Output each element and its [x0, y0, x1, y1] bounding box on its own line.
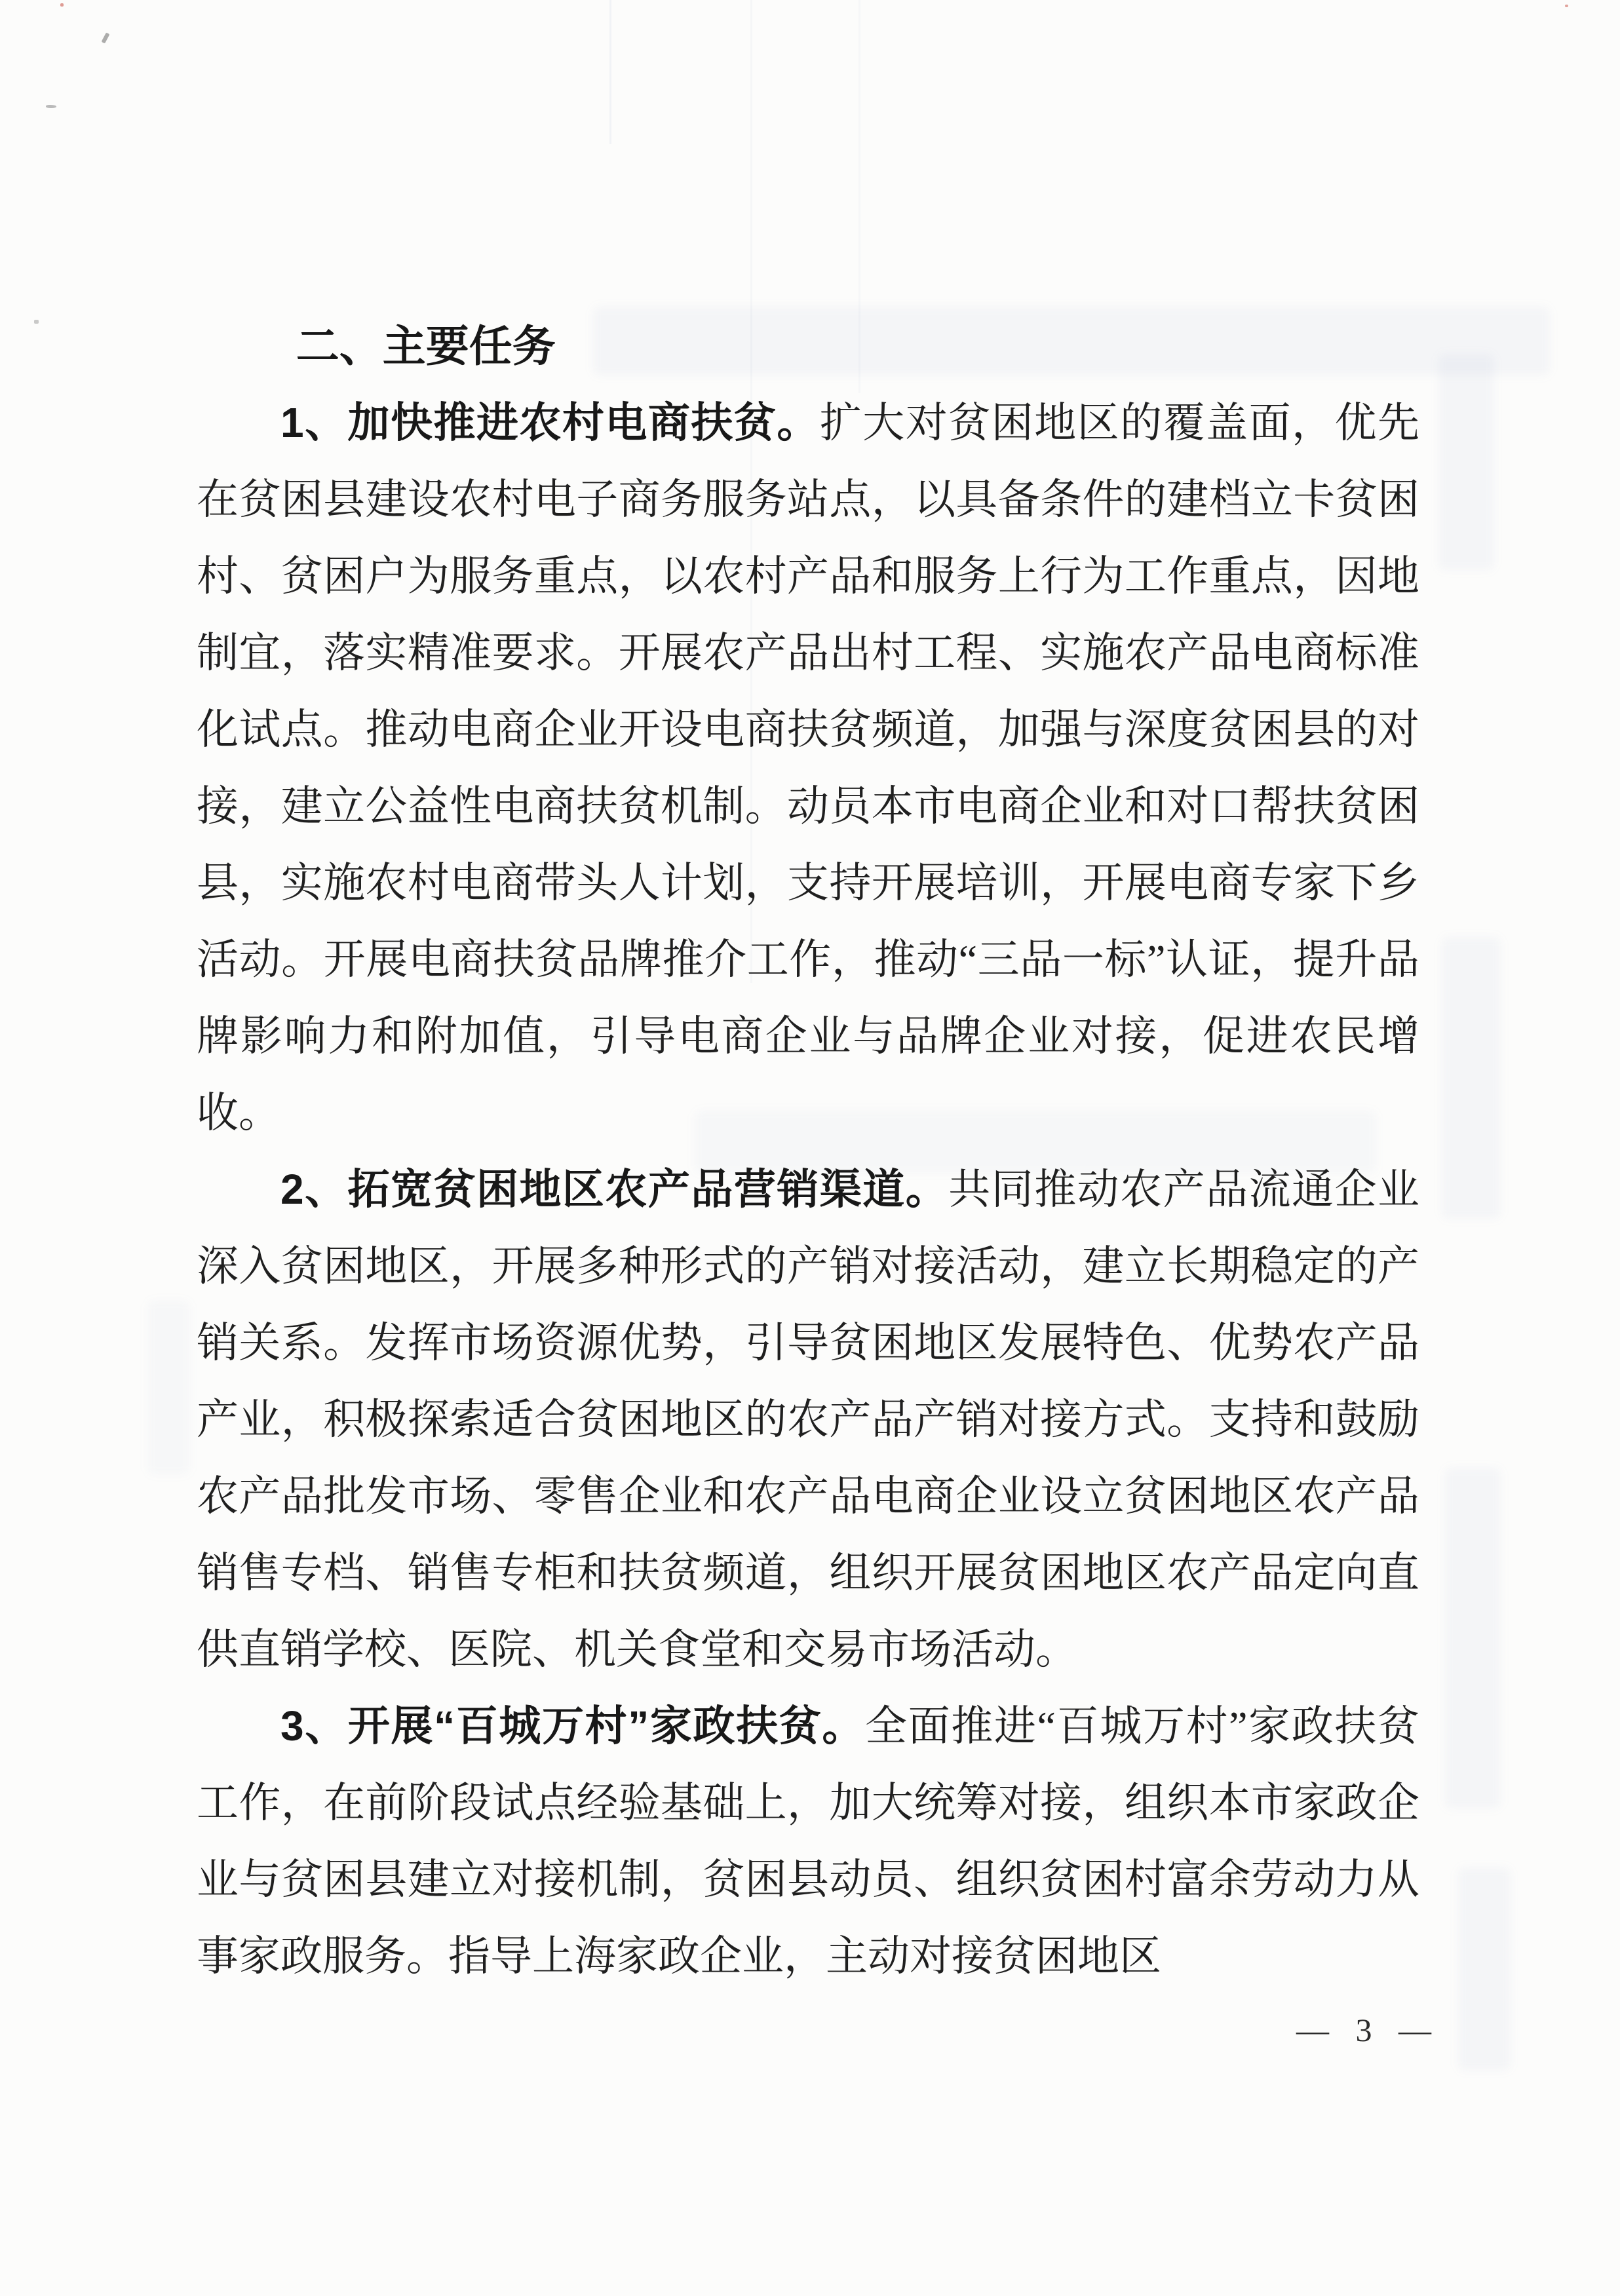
paragraph-1 — [197, 385, 1419, 1151]
paragraph-3-lead: 3、开展“百城万村”家政扶贫。 — [280, 1702, 866, 1750]
paragraph-3 — [197, 1688, 1419, 1995]
paragraph-2-text: 共同推动农产品流通企业深入贫困地区，开展多种形式的产销对接活动，建立长期稳定的产销关系。发挥市场资源优势，引导贫困地区发展特色、优势农产品产业，积极探索适合贫困地区的农产品产销对接方式。支持和鼓励农产品批发市场、零售企业和农产品电商企业设立贫困地区农产品销售专档、销售专柜和扶贫频道，组织开展贫困地区农产品定向直供直销学校、医院、机关食堂和交易市场活动。 — [197, 1166, 1420, 1673]
ink-bleed-artifact — [1442, 937, 1501, 1219]
scan-speck — [1565, 5, 1568, 7]
ink-bleed-artifact — [1458, 1867, 1511, 2071]
page-number: — 3 — — [1296, 2012, 1440, 2048]
ink-bleed-artifact — [147, 1301, 190, 1474]
document-body — [197, 308, 1419, 1995]
scan-streak — [609, 0, 611, 144]
scan-speck — [60, 3, 64, 7]
paragraph-2-lead: 2、拓宽贫困地区农产品营销渠道。 — [280, 1166, 949, 1213]
section-heading: 二、主要任务 — [296, 322, 556, 370]
scan-speck — [46, 105, 56, 108]
paragraph-1-text: 扩大对贫困地区的覆盖面，优先在贫困县建设农村电子商务服务站点，以具备条件的建档立卡贫困村、贫困户为服务重点，以农村产品和服务上行为工作重点，因地制宜，落实精准要求。开展农产品出村工程、实施农产品电商标准化试点。推动电商企业开设电商扶贫频道，加强与深度贫困县的对接，建立公益性电商扶贫机制。动员本市电商企业和对口帮扶贫困县，实施农村电商带头人计划，支持开展培训，开展电商专家下乡活动。开展电商扶贫品牌推介工作，推动“三品一标”认证，提升品牌影响力和附加值，引导电商企业与品牌企业对接，促进农民增收。 — [197, 400, 1419, 1136]
ink-bleed-artifact — [1445, 1468, 1501, 1808]
paragraph-3-text: 全面推进“百城万村”家政扶贫工作，在前阶段试点经验基础上，加大统筹对接，组织本市家政企业与贫困县建立对接机制，贫困县动员、组织贫困村富余劳动力从事家政服务。指导上海家政企业，主动对接贫困地区 — [197, 1703, 1420, 1980]
ink-bleed-artifact — [1438, 354, 1494, 570]
paragraph-1-lead: 1、加快推进农村电商扶贫。 — [280, 399, 820, 446]
scan-speck — [34, 320, 39, 324]
scan-speck — [102, 33, 110, 44]
paragraph-2 — [197, 1151, 1419, 1688]
